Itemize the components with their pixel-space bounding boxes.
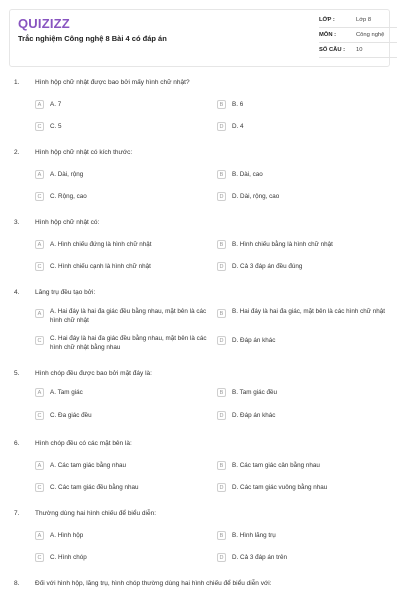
- option-letter-box[interactable]: C: [35, 411, 44, 420]
- worksheet-header: [9, 9, 390, 67]
- option-text: D. Đáp án khác: [232, 337, 276, 344]
- meta-class-value: Lớp 8: [356, 17, 372, 23]
- option-letter-box[interactable]: B: [217, 309, 226, 318]
- quizizz-logo: QUIZIZZ: [18, 16, 70, 31]
- option-text: C. Các tam giác đều bằng nhau: [50, 484, 139, 491]
- question-number: 7.: [14, 510, 20, 517]
- option-letter-box[interactable]: B: [217, 388, 226, 397]
- question-text: Hình hộp chữ nhật được bao bởi mấy hình chữ nhật?: [35, 79, 190, 86]
- option-letter-box[interactable]: A: [35, 461, 44, 470]
- option-letter-box[interactable]: A: [35, 170, 44, 179]
- meta-class-key: LỚP :: [319, 17, 335, 23]
- question-text: Hình hộp chữ nhật có kích thước:: [35, 149, 133, 156]
- question-text: Đối với hình hộp, lăng trụ, hình chóp thường dùng hai hình chiếu để biểu diễn với:: [35, 580, 272, 587]
- option-letter-box[interactable]: C: [35, 483, 44, 492]
- question-number: 3.: [14, 219, 20, 226]
- option-letter-box[interactable]: C: [35, 553, 44, 562]
- option-letter-box[interactable]: D: [217, 483, 226, 492]
- option-text: D. Cả 3 đáp án trên: [232, 554, 287, 561]
- option-text: D. Cả 3 đáp án đều đúng: [232, 263, 303, 270]
- question-number: 5.: [14, 370, 20, 377]
- option-letter-box[interactable]: C: [35, 192, 44, 201]
- option-letter-box[interactable]: D: [217, 553, 226, 562]
- option-letter-box[interactable]: D: [217, 122, 226, 131]
- option-letter-box[interactable]: B: [217, 170, 226, 179]
- option-text: A. Hình hộp: [50, 532, 84, 539]
- option-text: A. 7: [50, 101, 62, 108]
- option-letter-box[interactable]: A: [35, 531, 44, 540]
- option-letter-box[interactable]: B: [217, 461, 226, 470]
- option-text: D. Các tam giác vuông bằng nhau: [232, 484, 328, 491]
- option-text: D. Đáp án khác: [232, 412, 276, 419]
- option-text: A. Hình chiếu đứng là hình chữ nhật: [50, 241, 152, 248]
- option-text: C. Rộng, cao: [50, 193, 87, 200]
- question-number: 6.: [14, 440, 20, 447]
- option-letter-box[interactable]: A: [35, 309, 44, 318]
- option-letter-box[interactable]: A: [35, 100, 44, 109]
- option-letter-box[interactable]: A: [35, 240, 44, 249]
- divider: [319, 42, 397, 43]
- option-letter-box[interactable]: D: [217, 336, 226, 345]
- option-text: B. Hai đáy là hai đa giác, mặt bên là các hình chữ nhật: [232, 308, 385, 315]
- option-letter-box[interactable]: D: [217, 192, 226, 201]
- option-text: B. Dài, cao: [232, 171, 263, 178]
- question-number: 4.: [14, 289, 20, 296]
- option-text: A. Các tam giác bằng nhau: [50, 462, 126, 469]
- option-text: C. 5: [50, 123, 62, 130]
- option-text: A. Dài, rộng: [50, 171, 84, 178]
- option-letter-box[interactable]: D: [217, 262, 226, 271]
- option-text: B. Các tam giác cân bằng nhau: [232, 462, 320, 469]
- option-letter-box[interactable]: B: [217, 240, 226, 249]
- option-letter-box[interactable]: B: [217, 100, 226, 109]
- option-text: A. Hai đáy là hai đa giác đều bằng nhau, mặt bên là các hình chữ nhật: [50, 308, 207, 324]
- option-text: D. 4: [232, 123, 244, 130]
- option-letter-box[interactable]: B: [217, 531, 226, 540]
- option-text: B. Hình chiếu bằng là hình chữ nhật: [232, 241, 333, 248]
- option-letter-box[interactable]: C: [35, 336, 44, 345]
- meta-subject-key: MÔN :: [319, 32, 337, 38]
- option-text: D. Dài, rộng, cao: [232, 193, 280, 200]
- divider: [319, 27, 397, 28]
- option-text: C. Đa giác đều: [50, 412, 92, 419]
- option-letter-box[interactable]: A: [35, 388, 44, 397]
- question-text: Hình chóp đều có các mặt bên là:: [35, 440, 132, 447]
- question-number: 2.: [14, 149, 20, 156]
- option-text: C. Hai đáy là hai đa giác đều bằng nhau, mặt bên là các hình chữ nhật bằng nhau: [50, 335, 207, 351]
- option-letter-box[interactable]: C: [35, 122, 44, 131]
- option-text: B. Hình lăng trụ: [232, 532, 276, 539]
- option-text: C. Hình chóp: [50, 554, 87, 561]
- worksheet-title: Trắc nghiệm Công nghệ 8 Bài 4 có đáp án: [18, 34, 167, 43]
- question-number: 8.: [14, 580, 20, 587]
- question-text: Lăng trụ đều tạo bởi:: [35, 289, 96, 296]
- option-text: C. Hình chiếu cạnh là hình chữ nhật: [50, 263, 151, 270]
- option-text: A. Tam giác: [50, 389, 83, 396]
- question-text: Hình chóp đều được bao bởi mặt đáy là:: [35, 370, 152, 377]
- question-text: Hình hộp chữ nhật có:: [35, 219, 100, 226]
- question-number: 1.: [14, 79, 20, 86]
- meta-count-value: 10: [356, 47, 363, 53]
- meta-count-key: SỐ CÂU :: [319, 47, 346, 53]
- option-text: B. Tam giác đều: [232, 389, 278, 396]
- question-text: Thường dùng hai hình chiếu để biểu diễn:: [35, 510, 157, 517]
- option-letter-box[interactable]: C: [35, 262, 44, 271]
- meta-subject-value: Công nghệ: [356, 32, 385, 38]
- option-letter-box[interactable]: D: [217, 411, 226, 420]
- divider: [319, 57, 397, 58]
- option-text: B. 6: [232, 101, 244, 108]
